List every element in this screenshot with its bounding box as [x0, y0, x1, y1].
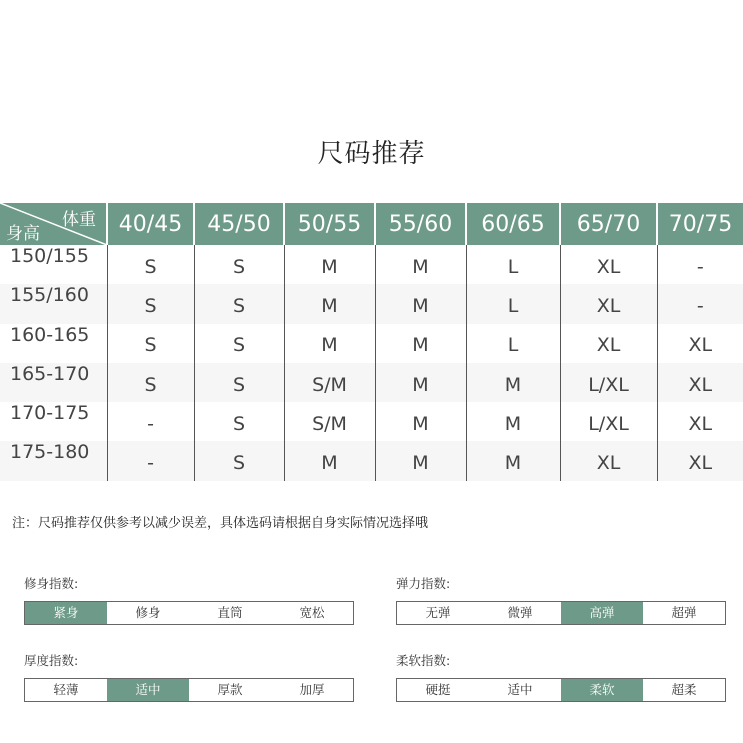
table-header-row — [0, 203, 743, 245]
weight-column-header: 45/50 — [194, 203, 284, 245]
size-cell: XL — [560, 284, 657, 323]
index-option: 高弹 — [561, 602, 643, 624]
size-cell: XL — [657, 363, 743, 402]
size-cell: L/XL — [560, 363, 657, 402]
size-cell: M — [284, 284, 375, 323]
size-cell: L — [466, 245, 560, 284]
size-cell: - — [107, 441, 194, 480]
size-cell: XL — [657, 324, 743, 363]
weight-axis-label: 体重 — [62, 210, 96, 230]
page-title: 尺码推荐 — [317, 139, 426, 169]
height-cell: 170-175 — [0, 402, 107, 441]
size-note: 注：尺码推荐仅供参考以减少误差，具体选码请根据自身实际情况选择哦 — [12, 516, 429, 531]
index-option: 超弹 — [671, 605, 697, 620]
index-bar — [396, 678, 726, 702]
size-cell: S — [194, 324, 284, 363]
size-chart-table — [0, 203, 743, 481]
index-option: 直筒 — [217, 605, 243, 620]
size-cell: L/XL — [560, 402, 657, 441]
size-cell: XL — [560, 324, 657, 363]
size-cell: L — [466, 284, 560, 323]
weight-column-header: 55/60 — [375, 203, 466, 245]
size-cell: M — [466, 402, 560, 441]
size-cell: XL — [560, 441, 657, 480]
weight-column-header: 70/75 — [657, 203, 743, 245]
index-option: 适中 — [107, 679, 189, 701]
thickness-index — [24, 651, 354, 702]
size-cell: - — [107, 402, 194, 441]
size-cell: - — [657, 284, 743, 323]
index-option: 柔软 — [561, 679, 643, 701]
size-cell: M — [284, 245, 375, 284]
size-cell: S/M — [284, 363, 375, 402]
index-option: 适中 — [507, 682, 533, 697]
weight-column-header: 65/70 — [560, 203, 657, 245]
index-option: 超柔 — [671, 682, 697, 697]
index-label: 修身指数: — [24, 576, 79, 591]
size-cell: S — [107, 324, 194, 363]
index-option: 无弹 — [425, 605, 451, 620]
size-cell: XL — [657, 402, 743, 441]
size-cell: S — [194, 363, 284, 402]
elasticity-index — [396, 574, 726, 625]
table-corner-cell — [0, 203, 107, 245]
size-cell: XL — [560, 245, 657, 284]
index-bar — [24, 601, 354, 625]
index-option: 修身 — [135, 605, 161, 620]
size-cell: XL — [657, 441, 743, 480]
size-cell: M — [375, 245, 466, 284]
size-cell: M — [284, 324, 375, 363]
weight-column-header: 60/65 — [466, 203, 560, 245]
size-cell: S — [107, 245, 194, 284]
size-cell: S/M — [284, 402, 375, 441]
size-cell: M — [466, 441, 560, 480]
table-row — [0, 245, 743, 284]
index-option: 微弹 — [507, 605, 533, 620]
index-option: 紧身 — [25, 602, 107, 624]
size-cell: S — [194, 402, 284, 441]
height-cell: 150/155 — [0, 245, 107, 284]
size-cell: S — [107, 284, 194, 323]
height-cell: 165-170 — [0, 363, 107, 402]
height-cell: 160-165 — [0, 324, 107, 363]
fit-index — [24, 574, 354, 625]
table-row — [0, 363, 743, 402]
height-cell: 155/160 — [0, 284, 107, 323]
size-cell: S — [194, 441, 284, 480]
index-bar — [24, 678, 354, 702]
height-cell: 175-180 — [0, 441, 107, 480]
table-row — [0, 324, 743, 363]
height-axis-label: 身高 — [6, 224, 40, 244]
weight-column-header: 50/55 — [284, 203, 375, 245]
size-cell: M — [284, 441, 375, 480]
size-cell: S — [194, 284, 284, 323]
size-cell: M — [375, 402, 466, 441]
size-cell: M — [375, 284, 466, 323]
table-row — [0, 284, 743, 323]
index-option: 宽松 — [299, 605, 325, 620]
table-row — [0, 441, 743, 480]
size-cell: S — [194, 245, 284, 284]
index-label: 厚度指数: — [24, 653, 79, 668]
table-row — [0, 402, 743, 441]
index-label: 弹力指数: — [396, 576, 451, 591]
size-cell: M — [375, 441, 466, 480]
size-cell: M — [375, 324, 466, 363]
softness-index — [396, 651, 726, 702]
size-cell: M — [466, 363, 560, 402]
size-cell: L — [466, 324, 560, 363]
weight-column-header: 40/45 — [107, 203, 194, 245]
size-cell: S — [107, 363, 194, 402]
index-label: 柔软指数: — [396, 653, 451, 668]
size-cell: - — [657, 245, 743, 284]
index-option: 加厚 — [299, 682, 325, 697]
index-option: 厚款 — [217, 682, 243, 697]
index-option: 硬挺 — [425, 682, 451, 697]
index-bar — [396, 601, 726, 625]
size-cell: M — [375, 363, 466, 402]
index-option: 轻薄 — [53, 682, 79, 697]
